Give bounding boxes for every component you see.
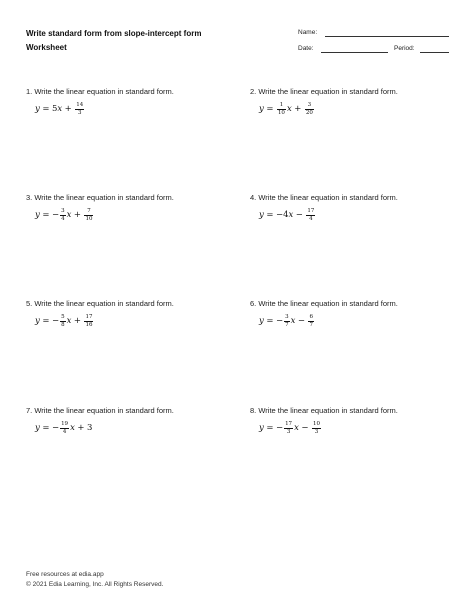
problem-6	[250, 299, 460, 328]
operator: −	[297, 316, 305, 326]
fraction-numerator: 14	[76, 102, 84, 108]
negative-sign: −	[51, 423, 60, 433]
problem-8	[250, 406, 460, 435]
variable-x: x	[66, 210, 72, 220]
fraction-denominator: 3	[286, 428, 291, 435]
problem-label: 3. Write the linear equation in standard form.	[26, 193, 174, 202]
equation	[35, 419, 92, 437]
variable-x: x	[294, 423, 299, 433]
problem-label: 4. Write the linear equation in standard form.	[250, 193, 398, 202]
fraction-numerator: 5	[61, 314, 65, 320]
footer	[26, 570, 163, 590]
equation-lhs: y	[259, 423, 264, 433]
operator: +	[294, 104, 302, 114]
fraction-numerator: 17	[85, 314, 93, 320]
negative-sign: −	[275, 316, 284, 326]
negative-sign: −	[275, 210, 284, 220]
coefficient: 5	[51, 104, 58, 114]
equation-lhs: y	[35, 423, 40, 433]
coefficient-fraction	[277, 102, 286, 116]
worksheet-title: Write standard form from slope-intercept form	[26, 29, 202, 38]
operator: +	[64, 104, 72, 114]
footer-resources: Free resources at edia.app	[26, 571, 104, 578]
fraction-numerator: 7	[87, 208, 91, 214]
equation-lhs: y	[35, 316, 40, 326]
footer-copyright: © 2021 Edia Learning, Inc. All Rights Reserved.	[26, 581, 164, 588]
equation	[259, 312, 315, 330]
problem-label: 1. Write the linear equation in standard form.	[26, 87, 174, 96]
coefficient-fraction	[284, 421, 293, 435]
equals-sign: =	[266, 104, 274, 114]
fraction-denominator: 20	[305, 109, 313, 116]
problem-label: 6. Write the linear equation in standard form.	[250, 299, 398, 308]
period-label: Period:	[394, 45, 415, 52]
coefficient-fraction	[284, 314, 290, 328]
equation	[259, 206, 316, 224]
problem-label: 5. Write the linear equation in standard form.	[26, 299, 174, 308]
equation	[35, 312, 94, 330]
fraction-numerator: 6	[309, 314, 313, 320]
equals-sign: =	[42, 423, 50, 433]
date-period-row	[298, 44, 450, 60]
constant-fraction	[312, 421, 321, 435]
fraction-numerator: 3	[285, 314, 289, 320]
equation	[35, 206, 94, 224]
problem-7	[26, 406, 236, 435]
coefficient-fraction	[60, 314, 66, 328]
equation-lhs: y	[259, 210, 264, 220]
constant-fraction	[305, 102, 314, 116]
equals-sign: =	[266, 316, 274, 326]
variable-x: x	[57, 104, 63, 114]
negative-sign: −	[275, 423, 284, 433]
negative-sign: −	[51, 316, 60, 326]
constant-fraction	[75, 102, 84, 116]
fraction-denominator: 4	[61, 215, 65, 222]
operator: +	[73, 316, 81, 326]
equals-sign: =	[42, 316, 50, 326]
fraction-numerator: 3	[61, 208, 65, 214]
operator: −	[301, 423, 309, 433]
problem-1	[26, 87, 236, 116]
fraction-denominator: 3	[314, 428, 319, 435]
name-label: Name:	[298, 29, 318, 36]
fraction-denominator: 8	[61, 321, 65, 328]
problem-5	[26, 299, 236, 328]
fraction-numerator: 1	[279, 102, 284, 108]
fraction-numerator: 17	[285, 421, 293, 427]
date-field[interactable]	[321, 44, 388, 53]
student-info-block	[298, 28, 450, 60]
variable-x: x	[70, 423, 75, 433]
variable-x: x	[290, 316, 296, 326]
fraction-numerator: 10	[312, 421, 320, 427]
problem-4	[250, 193, 460, 222]
equals-sign: =	[42, 104, 50, 114]
period-field[interactable]	[420, 44, 449, 53]
operator: +	[77, 423, 85, 433]
fraction-numerator: 17	[307, 208, 315, 214]
coefficient-fraction	[60, 208, 66, 222]
fraction-denominator: 4	[309, 215, 313, 222]
equation-lhs: y	[259, 316, 264, 326]
problem-2	[250, 87, 460, 116]
fraction-numerator: 3	[307, 102, 312, 108]
coefficient: 4	[283, 210, 289, 220]
equals-sign: =	[266, 210, 274, 220]
fraction-denominator: 7	[285, 321, 289, 328]
fraction-numerator: 19	[61, 421, 69, 427]
equation	[259, 419, 322, 437]
variable-x: x	[288, 210, 294, 220]
equation-lhs: y	[259, 104, 264, 114]
constant-fraction	[84, 314, 93, 328]
fraction-denominator: 4	[62, 428, 67, 435]
fraction-denominator: 10	[85, 215, 93, 222]
constant-fraction	[308, 314, 314, 328]
problem-label: 8. Write the linear equation in standard form.	[250, 406, 398, 415]
title-block	[26, 27, 266, 55]
worksheet-subtitle: Worksheet	[26, 43, 67, 52]
variable-x: x	[66, 316, 72, 326]
constant-fraction	[84, 208, 93, 222]
equals-sign: =	[266, 423, 274, 433]
operator: −	[295, 210, 303, 220]
problem-label: 2. Write the linear equation in standard form.	[250, 87, 398, 96]
equals-sign: =	[42, 210, 50, 220]
equation-lhs: y	[35, 210, 40, 220]
equation	[259, 100, 315, 118]
variable-x: x	[286, 104, 292, 114]
name-row	[298, 28, 450, 44]
equation	[35, 100, 85, 118]
fraction-denominator: 7	[309, 321, 313, 328]
operator: +	[73, 210, 81, 220]
negative-sign: −	[51, 210, 60, 220]
equation-lhs: y	[35, 104, 40, 114]
constant-fraction	[306, 208, 315, 222]
fraction-denominator: 16	[85, 321, 93, 328]
coefficient-fraction	[60, 421, 69, 435]
fraction-denominator: 10	[277, 109, 285, 116]
problem-label: 7. Write the linear equation in standard form.	[26, 406, 174, 415]
problem-3	[26, 193, 236, 222]
name-field[interactable]	[325, 28, 449, 37]
date-label: Date:	[298, 45, 314, 52]
constant: 3	[86, 423, 93, 433]
fraction-denominator: 3	[78, 109, 82, 116]
